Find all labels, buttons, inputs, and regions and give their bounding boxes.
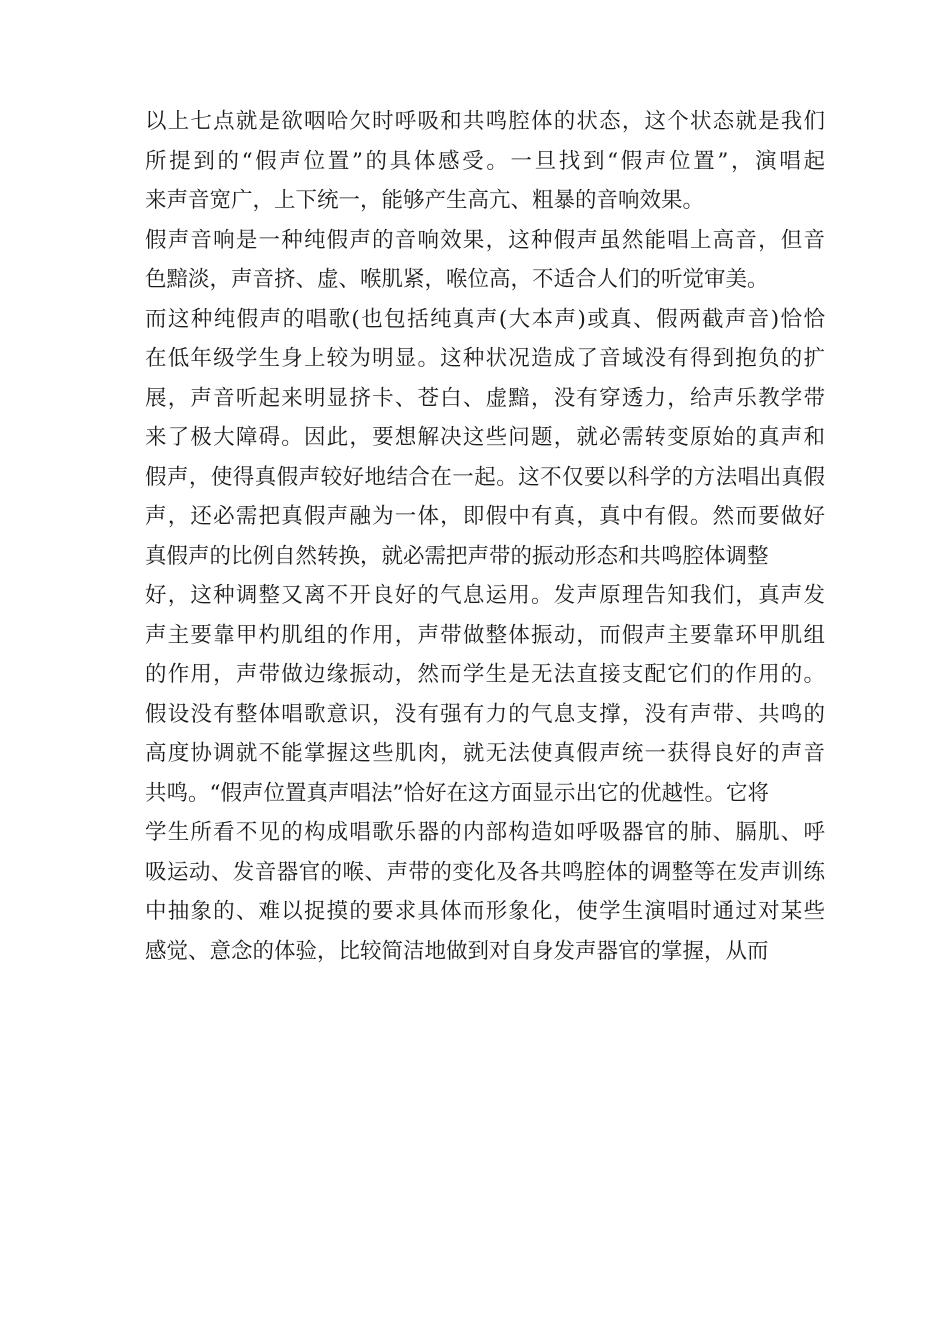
- text-line: 共鸣。“假声位置真声唱法”恰好在这方面显示出它的优越性。它将: [145, 780, 769, 806]
- text-line: 而这种纯假声的唱歌(也包括纯真声(大本声)或真、假两截声音)恰恰: [145, 306, 825, 332]
- text-line: 假声音响是一种纯假声的音响效果，这种假声虽然能唱上高音，但音: [145, 227, 825, 253]
- text-line: 感觉、意念的体验，比较简洁地做到对自身发声器官的掌握，从而: [145, 938, 769, 964]
- text-line: 展，声音听起来明显挤卡、苍白、虚黯，没有穿透力，给声乐教学带: [145, 385, 825, 411]
- text-line: 好，这种调整又离不开良好的气息运用。发声原理告知我们，真声发: [145, 583, 825, 608]
- text-line: 假设没有整体唱歌意识，没有强有力的气息支撑，没有声带、共鸣的: [145, 701, 825, 727]
- text-line: 真假声的比例自然转换，就必需把声带的振动形态和共鸣腔体调整: [145, 543, 769, 569]
- text-line: 色黯淡，声音挤、虚、喉肌紧，喉位高，不适合人们的听觉审美。: [145, 267, 769, 292]
- text-line: 的作用，声带做边缘振动，然而学生是无法直接支配它们的作用的。: [145, 662, 825, 687]
- text-line: 中抽象的、难以捉摸的要求具体而形象化，使学生演唱时通过对某些: [145, 899, 825, 924]
- text-line: 声，还必需把真假声融为一体，即假中有真，真中有假。然而要做好: [145, 504, 825, 529]
- text-line: 吸运动、发音器官的喉、声带的变化及各共鸣腔体的调整等在发声训练: [145, 859, 825, 885]
- text-line: 高度协调就不能掌握这些肌肉，就无法使真假声统一获得良好的声音: [145, 741, 825, 766]
- text-line: 学生所看不见的构成唱歌乐器的内部构造如呼吸器官的肺、膈肌、呼: [145, 820, 825, 845]
- text-line: 在低年级学生身上较为明显。这种状况造成了音域没有得到抱负的扩: [145, 346, 825, 371]
- text-line: 来声音宽广，上下统一，能够产生高亢、粗暴的音响效果。: [145, 188, 705, 213]
- text-line: 假声，使得真假声较好地结合在一起。这不仅要以科学的方法唱出真假: [145, 464, 825, 490]
- body-text: [145, 102, 825, 971]
- text-line: 以上七点就是欲咽哈欠时呼吸和共鸣腔体的状态，这个状态就是我们: [145, 109, 825, 134]
- text-line: 来了极大障碍。因此，要想解决这些问题，就必需转变原始的真声和: [145, 425, 825, 450]
- text-line: 声主要靠甲杓肌组的作用，声带做整体振动，而假声主要靠环甲肌组: [145, 622, 825, 648]
- text-line: 所提到的“假声位置”的具体感受。一旦找到“假声位置”，演唱起: [145, 148, 825, 174]
